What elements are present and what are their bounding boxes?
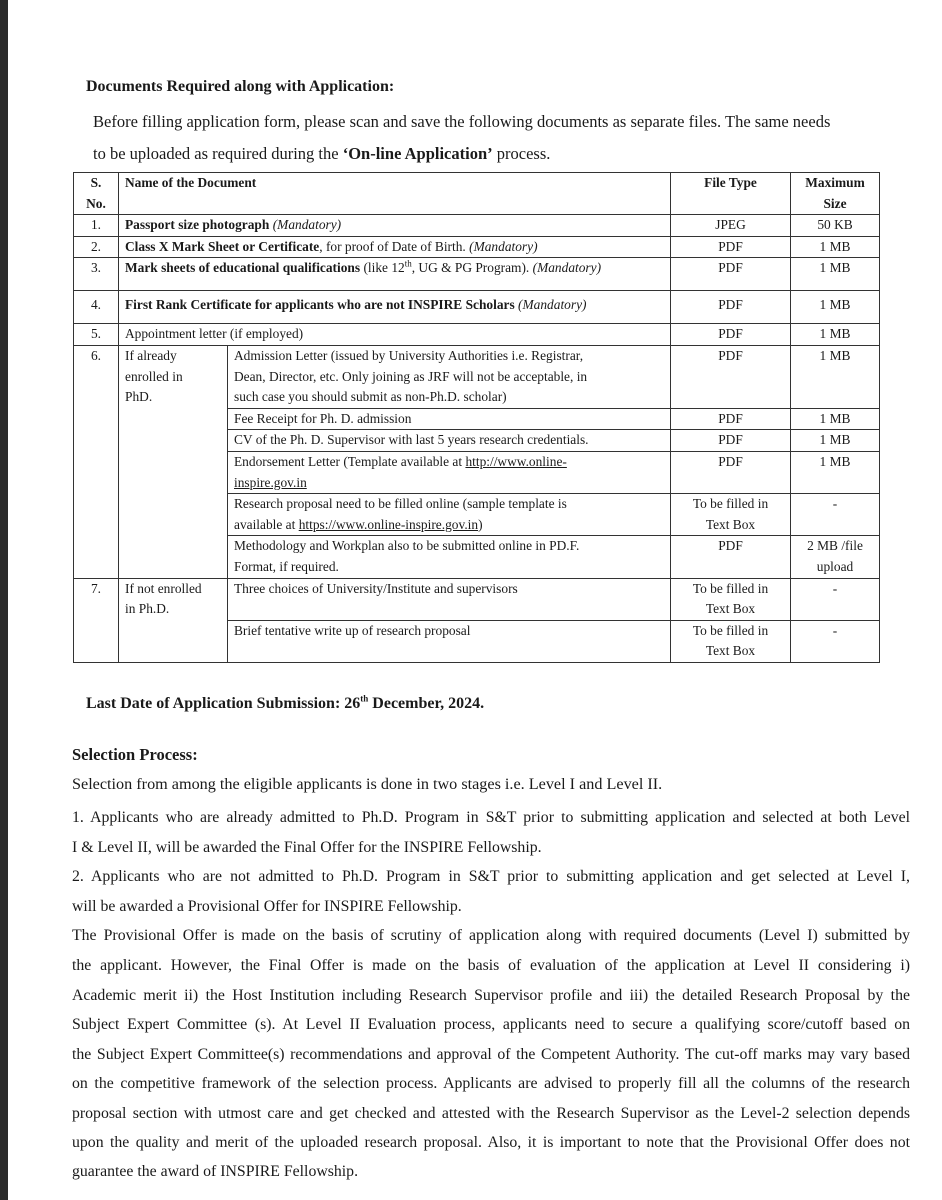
row-sno: 1. <box>74 215 119 237</box>
research-proposal-link[interactable]: https://www.online-inspire.gov.in <box>298 516 479 532</box>
table-row <box>74 236 880 258</box>
sub-document-name: Methodology and Workplan also to be submitted online in PD.F. Format, if required. <box>228 536 671 578</box>
row-document-name: First Rank Certificate for applicants who are not INSPIRE Scholars (Mandatory) <box>119 291 671 324</box>
sub-document-name: Admission Letter (issued by University Authorities i.e. Registrar, Dean, Director, etc. Only joining as JRF will not be acceptable, in such case you should submit as non-Ph.D. scholar) <box>228 345 671 408</box>
table-row <box>74 258 880 291</box>
row-max-size: 1 MB <box>791 451 880 493</box>
row-max-size: - <box>791 494 880 536</box>
table-row <box>74 578 880 620</box>
selection-point2-line2: will be awarded a Provisional Offer for INSPIRE Fellowship. <box>72 898 462 915</box>
row-max-size: - <box>791 620 880 662</box>
row-max-size: 1 MB <box>791 324 880 346</box>
row-file-type: To be filled in Text Box <box>671 494 791 536</box>
row-sno: 4. <box>74 291 119 324</box>
endorsement-link-cont[interactable]: inspire.gov.in <box>234 474 307 490</box>
sub-document-name: Three choices of University/Institute and supervisors <box>228 578 671 620</box>
row-group-spacer <box>119 536 228 578</box>
selection-point1-line2: I & Level II, will be awarded the Final Offer for the INSPIRE Fellowship. <box>72 839 542 856</box>
row-file-type: To be filled in Text Box <box>671 578 791 620</box>
row-group-label: If already enrolled in PhD. <box>119 345 228 408</box>
row-max-size: - <box>791 578 880 620</box>
row-group-spacer <box>119 408 228 430</box>
selection-para-line: the Subject Expert Committee(s) recommendations and approval of the Competent Authority. The cut-off marks may vary based <box>72 1046 910 1063</box>
sub-document-name: CV of the Ph. D. Supervisor with last 5 years research credentials. <box>228 430 671 452</box>
sub-document-name: Brief tentative write up of research proposal <box>228 620 671 662</box>
row-group-spacer <box>119 430 228 452</box>
table-header-row <box>74 173 880 215</box>
row-file-type: PDF <box>671 291 791 324</box>
header-max-size: Maximum Size <box>791 173 880 215</box>
row-file-type: PDF <box>671 430 791 452</box>
selection-para-line: upon the quality and merit of the uploaded research proposal. Also, it is important to note that the Provisional Offer does not <box>72 1134 910 1151</box>
last-date-notice: Last Date of Application Submission: 26th December, 2024. <box>86 693 485 712</box>
selection-para-line: proposal section with utmost care and get checked and attested with the Research Supervisor as the Level-2 selection depends <box>72 1105 910 1122</box>
table-row <box>74 324 880 346</box>
row-group-spacer <box>119 451 228 493</box>
row-file-type: To be filled in Text Box <box>671 620 791 662</box>
row-group-spacer <box>119 494 228 536</box>
header-document-name: Name of the Document <box>119 173 671 215</box>
selection-para-line: Academic merit ii) the Host Institution including Research Supervisor profile and iii) the detailed Research Proposal by the <box>72 987 910 1004</box>
table-row <box>74 408 880 430</box>
row-max-size: 2 MB /file upload <box>791 536 880 578</box>
documents-heading: Documents Required along with Application: <box>86 78 395 95</box>
selection-para-line: The Provisional Offer is made on the basis of scrutiny of application along with required documents (Level I) submitted by <box>72 927 910 944</box>
sub-document-name: Fee Receipt for Ph. D. admission <box>228 408 671 430</box>
selection-para-line: on the competitive framework of the selection process. Applicants are advised to properly fill all the columns of the research <box>72 1075 910 1092</box>
row-sno: 7. <box>74 578 119 662</box>
row-max-size: 1 MB <box>791 291 880 324</box>
selection-para-line: guarantee the award of INSPIRE Fellowship. <box>72 1163 359 1180</box>
selection-para-line: the applicant. However, the Final Offer is made on the basis of evaluation of the application at Level II considering i) <box>72 957 910 974</box>
row-sno: 5. <box>74 324 119 346</box>
header-file-type: File Type <box>671 173 791 215</box>
table-row <box>74 430 880 452</box>
row-file-type: PDF <box>671 236 791 258</box>
row-file-type: PDF <box>671 536 791 578</box>
selection-intro: Selection from among the eligible applicants is done in two stages i.e. Level I and Level II. <box>72 775 663 793</box>
row-file-type: PDF <box>671 451 791 493</box>
row-document-name: Mark sheets of educational qualifications (like 12th, UG & PG Program). (Mandatory) <box>119 258 671 291</box>
row-max-size: 1 MB <box>791 345 880 408</box>
table-row <box>74 291 880 324</box>
selection-point1-line1: 1. Applicants who are already admitted to Ph.D. Program in S&T prior to submitting application and selected at both Level <box>72 809 910 826</box>
header-sno: S. No. <box>74 173 119 215</box>
endorsement-link[interactable]: http://www.online- <box>465 453 567 469</box>
row-file-type: JPEG <box>671 215 791 237</box>
table-row <box>74 620 880 662</box>
table-row <box>74 536 880 578</box>
row-max-size: 1 MB <box>791 258 880 291</box>
selection-para-line: Subject Expert Committee (s). At Level II Evaluation process, applicants need to secure a qualifying score/cutoff based on <box>72 1016 910 1033</box>
row-max-size: 1 MB <box>791 236 880 258</box>
selection-point2-line1: 2. Applicants who are not admitted to Ph.D. Program in S&T prior to submitting application and get selected at Level I, <box>72 868 910 885</box>
documents-intro-line2: to be uploaded as required during the ‘On-line Application’ process. <box>93 144 551 163</box>
row-file-type: PDF <box>671 258 791 291</box>
row-document-name: Passport size photograph (Mandatory) <box>119 215 671 237</box>
row-file-type: PDF <box>671 345 791 408</box>
row-sno: 2. <box>74 236 119 258</box>
table-row <box>74 215 880 237</box>
table-row <box>74 494 880 536</box>
row-max-size: 1 MB <box>791 430 880 452</box>
sub-document-name: Endorsement Letter (Template available at http://www.online- inspire.gov.in <box>228 451 671 493</box>
sub-document-name: Research proposal need to be filled online (sample template is available at https://www.online-inspire.gov.in) <box>228 494 671 536</box>
row-sno: 3. <box>74 258 119 291</box>
table-row <box>74 451 880 493</box>
documents-table <box>73 172 880 663</box>
row-max-size: 1 MB <box>791 408 880 430</box>
documents-intro-line1: Before filling application form, please scan and save the following documents as separate files. The same needs <box>93 112 831 131</box>
table-row <box>74 345 880 408</box>
row-sno: 6. <box>74 345 119 578</box>
row-file-type: PDF <box>671 408 791 430</box>
row-document-name: Appointment letter (if employed) <box>119 324 671 346</box>
selection-heading: Selection Process: <box>72 745 198 764</box>
row-max-size: 50 KB <box>791 215 880 237</box>
page-edge-shadow <box>0 0 8 1200</box>
row-document-name: Class X Mark Sheet or Certificate, for proof of Date of Birth. (Mandatory) <box>119 236 671 258</box>
row-group-label: If not enrolled in Ph.D. <box>119 578 228 620</box>
row-file-type: PDF <box>671 324 791 346</box>
row-group-spacer <box>119 620 228 662</box>
